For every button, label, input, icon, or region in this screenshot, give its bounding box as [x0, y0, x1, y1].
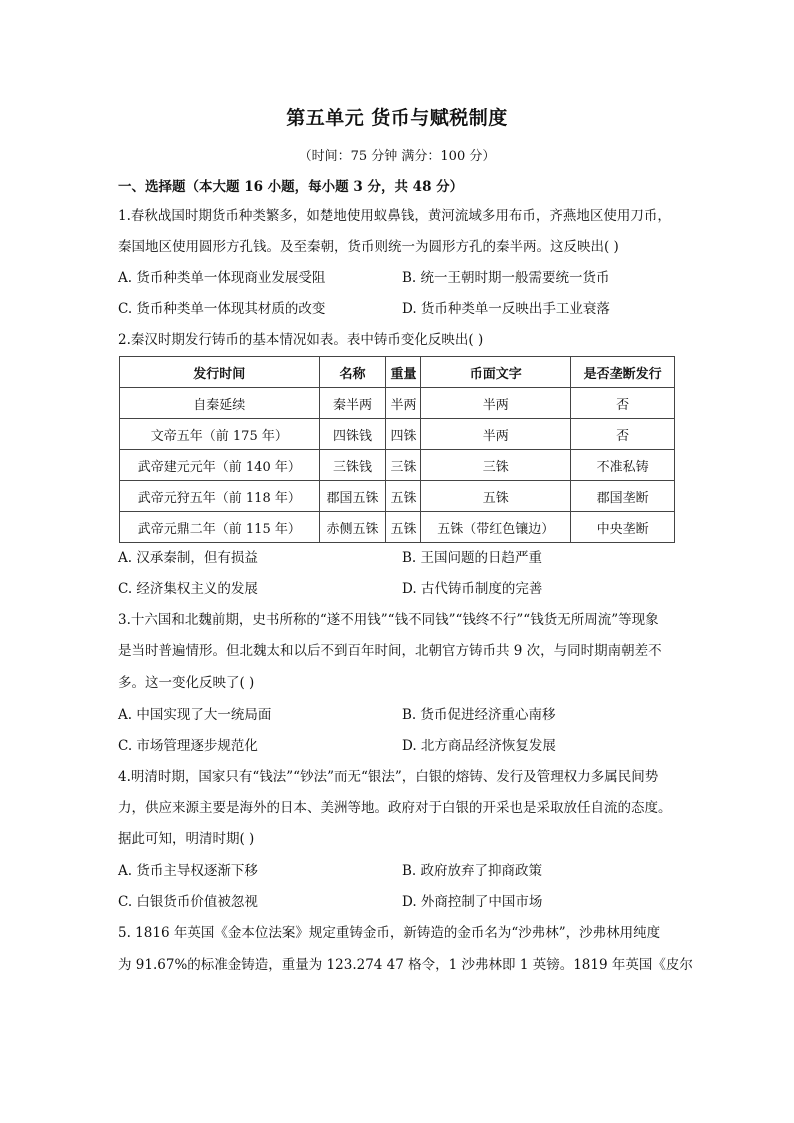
table-cell: 武帝元狩五年（前 118 年）: [120, 481, 320, 512]
q3-option-b: B. 货币促进经济重心南移: [402, 707, 556, 723]
table-cell: 四铢: [386, 419, 421, 450]
q4-text-line: 4.明清时期，国家只有“钱法”“钞法”而无“银法”，白银的熔铸、发行及管理权力多属民间势: [118, 769, 659, 785]
table-cell: 武帝元鼎二年（前 115 年）: [120, 512, 320, 543]
table-row: [120, 512, 675, 543]
coin-table: [119, 356, 675, 543]
q4-option-c: C. 白银货币价值被忽视: [118, 894, 258, 910]
section-heading: 一、选择题（本大题 16 小题，每小题 3 分，共 48 分）: [118, 179, 464, 195]
table-cell: 四铢钱: [319, 419, 386, 450]
q2-option-a: A. 汉承秦制，但有损益: [118, 550, 258, 566]
q2-option-d: D. 古代铸币制度的完善: [402, 581, 543, 597]
table-cell: 五铢（带红色镶边）: [421, 512, 571, 543]
q1-option-a: A. 货币种类单一体现商业发展受阻: [118, 270, 326, 286]
table-cell: 半两: [386, 388, 421, 419]
column-header: 名称: [319, 357, 386, 388]
table-cell: 否: [571, 388, 675, 419]
q3-option-c: C. 市场管理逐步规范化: [118, 738, 258, 754]
q4-option-b: B. 政府放弃了抑商政策: [402, 863, 543, 879]
q3-option-d: D. 北方商品经济恢复发展: [402, 738, 556, 754]
q4-text-line: 力，供应来源主要是海外的日本、美洲等地。政府对于白银的开采也是采取放任自流的态度。: [118, 800, 672, 816]
q1-option-d: D. 货币种类单一反映出手工业衰落: [402, 301, 610, 317]
table-cell: 三铢钱: [319, 450, 386, 481]
table-cell: 不准私铸: [571, 450, 675, 481]
table-cell: 否: [571, 419, 675, 450]
table-cell: 赤侧五铢: [319, 512, 386, 543]
table-row: [120, 419, 675, 450]
q2-option-b: B. 王国问题的日趋严重: [402, 550, 543, 566]
table-row: [120, 481, 675, 512]
table-cell: 中央垄断: [571, 512, 675, 543]
q5-text-line: 为 91.67%的标准金铸造，重量为 123.274 47 格令，1 沙弗林即 1 英镑。1819 年英国《皮尔: [118, 957, 693, 973]
page-title: 第五单元 货币与赋税制度: [286, 107, 508, 129]
table-cell: 文帝五年（前 175 年）: [120, 419, 320, 450]
table-cell: 自秦延续: [120, 388, 320, 419]
column-header: 是否垄断发行: [571, 357, 675, 388]
q4-text-line: 据此可知，明清时期( ): [118, 831, 255, 847]
q3-text-line: 是当时普遍情形。但北魏太和以后不到百年时间，北朝官方铸币共 9 次，与同时期南朝差不: [118, 643, 662, 659]
table-cell: 武帝建元元年（前 140 年）: [120, 450, 320, 481]
column-header: 发行时间: [120, 357, 320, 388]
table-cell: 秦半两: [319, 388, 386, 419]
q1-text-line: 1.春秋战国时期货币种类繁多，如楚地使用蚁鼻钱，黄河流域多用布币，齐燕地区使用刀币，: [118, 208, 671, 224]
table-cell: 半两: [421, 419, 571, 450]
q3-text-line: 3.十六国和北魏前期，史书所称的“遂不用钱”“钱不同钱”“钱终不行”“钱货无所周流”等现象: [118, 612, 659, 628]
q5-text-line: 5. 1816 年英国《金本位法案》规定重铸金币，新铸造的金币名为“沙弗林”，沙弗林用纯度: [118, 925, 661, 941]
table-row: [120, 388, 675, 419]
table-cell: 半两: [421, 388, 571, 419]
q3-text-line: 多。这一变化反映了( ): [118, 675, 255, 691]
table-header-row: [120, 357, 675, 388]
q1-option-b: B. 统一王朝时期一般需要统一货币: [402, 270, 610, 286]
table-cell: 郡国五铢: [319, 481, 386, 512]
table-cell: 五铢: [386, 481, 421, 512]
column-header: 币面文字: [421, 357, 571, 388]
table-cell: 三铢: [421, 450, 571, 481]
q4-option-a: A. 货币主导权逐渐下移: [118, 863, 258, 879]
column-header: 重量: [386, 357, 421, 388]
q4-option-d: D. 外商控制了中国市场: [402, 894, 543, 910]
table-cell: 五铢: [386, 512, 421, 543]
q3-option-a: A. 中国实现了大一统局面: [118, 707, 272, 723]
exam-info: （时间：75 分钟 满分：100 分）: [298, 149, 496, 164]
table-cell: 郡国垄断: [571, 481, 675, 512]
q1-text-line: 秦国地区使用圆形方孔钱。及至秦朝，货币则统一为圆形方孔的秦半两。这反映出( ): [118, 239, 619, 255]
q1-option-c: C. 货币种类单一体现其材质的改变: [118, 301, 326, 317]
q2-option-c: C. 经济集权主义的发展: [118, 581, 258, 597]
table-cell: 三铢: [386, 450, 421, 481]
table-row: [120, 450, 675, 481]
table-cell: 五铢: [421, 481, 571, 512]
q2-text-line: 2.秦汉时期发行铸币的基本情况如表。表中铸币变化反映出( ): [118, 332, 484, 348]
